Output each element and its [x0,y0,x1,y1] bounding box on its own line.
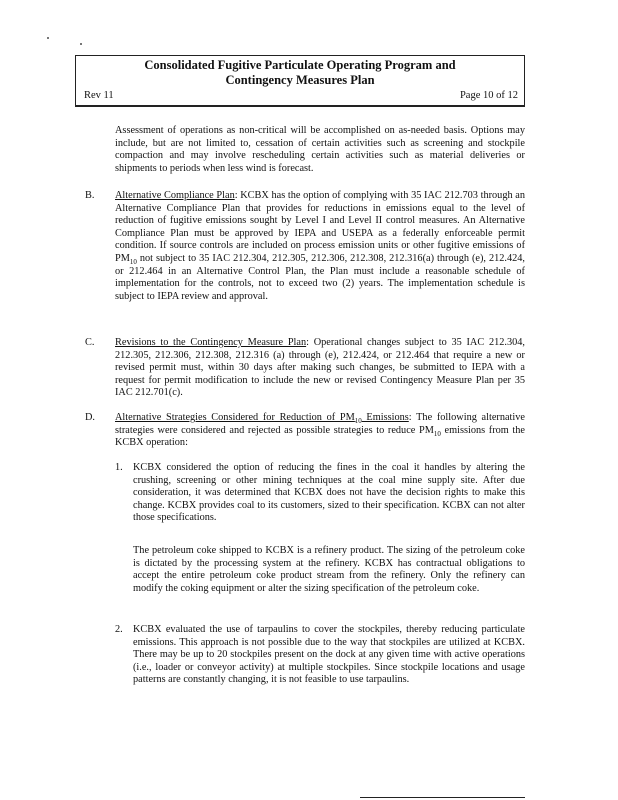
page-number: Page 10 of 12 [459,90,518,101]
footer-rule [360,797,525,798]
list-item-paragraph: The petroleum coke shipped to KCBX is a refinery product. The sizing of the petroleum coke is dictated by the processing system at the refinery. KCBX has contractual obligations to accept the entire petroleum coke product stream from the refinery. Only the refinery can modify the coking equipment or alter the sizing specification of the petroleum coke. [133,545,525,594]
section-c-heading: Revisions to the Contingency Measure Plan [115,337,307,348]
section-b-paragraph [115,190,525,303]
section-d-paragraph [115,412,525,450]
document-title-line1: Consolidated Fugitive Particulate Operating Program and [144,58,456,72]
list-item-number: 2. [115,624,123,635]
list-item-paragraph: KCBX evaluated the use of tarpaulins to cover the stockpiles, thereby reducing particulate emissions. This approach is not possible due to the way that stockpiles are utilized at KCBX. There may be up to 20 stockpiles present on the dock at any given time with active operations (i.e., loader or conveyor activity) at multiple stockpiles. Since stockpile locations and usage patterns are constantly changing, it is not feasible to use tarpaulins. [133,624,525,686]
section-c-text: : Operational changes subject to 35 IAC 212.304, 212.305, 212.306, 212.308, 212.316 (a) through (e), 212.424, or 212.464 that require a new or revised permit must, within 30 days after making such changes, be submitted to IEPA with a request for permit modification to include the new or revised Contingency Measure Plan per 35 IAC 212.701(c). [115,337,525,399]
section-d-text-2: emissions from the KCBX operation: [115,424,526,449]
list-item-paragraph: KCBX considered the option of reducing the fines in the coal it handles by altering the crushing, screening or other mining techniques at the coal mine supply site. After due consideration, it was determined that KCBX does not have the decision rights to make this change. KCBX provides coal to its customers, sized to their specification. KCBX can not alter those specifications. [133,462,525,524]
pm10-subscript: 10 [354,417,362,426]
section-d-letter: D. [85,412,96,423]
section-b-heading: Alternative Compliance Plan [115,190,235,201]
section-d-heading-end: Emissions [361,412,409,423]
document-title-line2: Contingency Measures Plan [225,73,375,87]
scan-speck [47,37,49,39]
section-b-text-2: not subject to 35 IAC 212.304, 212.305, 212.306, 212.308, 212.316(a) through (e), 212.424, or 212.464 in an Alternative Control Plan, the Plan must include a reasonable schedule of implementation for the controls, not to exceed two (2) years. The implementation schedule is subject to IEPA review and approval. [115,252,525,302]
scan-speck [80,43,82,45]
intro-paragraph: Assessment of operations as non-critical will be accomplished on as-needed basis. Options may include, but are not limited to, cessation of certain activities such as screening and stockpile compaction and may involve rescheduling certain activities such as material deliveries or shipments to periods when less wind is forecast. [115,125,525,174]
section-d-text-1: : The following alternative strategies were considered and rejected as possible strategies to reduce PM [115,412,525,436]
section-b-letter: B. [85,190,95,201]
pm10-subscript: 10 [129,258,137,267]
section-c-letter: C. [85,337,95,348]
section-c-paragraph [115,337,525,400]
section-d-heading-text: Alternative Strategies Considered for Reduction of PM [115,412,355,423]
pm10-subscript: 10 [433,429,441,438]
section-d-heading [115,412,409,426]
list-item-number: 1. [115,462,123,473]
document-header [75,55,525,107]
section-b-text-1: : KCBX has the option of complying with 35 IAC 212.703 through an Alternative Compliance Plan that provides for reductions in emissions equal to the level of reduction of fugitive emissions sought by Level I and Level II control measures. An Alternative Compliance Plan must be approved by IEPA and USEPA as a federally enforceable permit condition. If source controls are included on process emission units or other fugitive emissions of PM [115,190,525,264]
revision-label: Rev 11 [84,90,114,101]
